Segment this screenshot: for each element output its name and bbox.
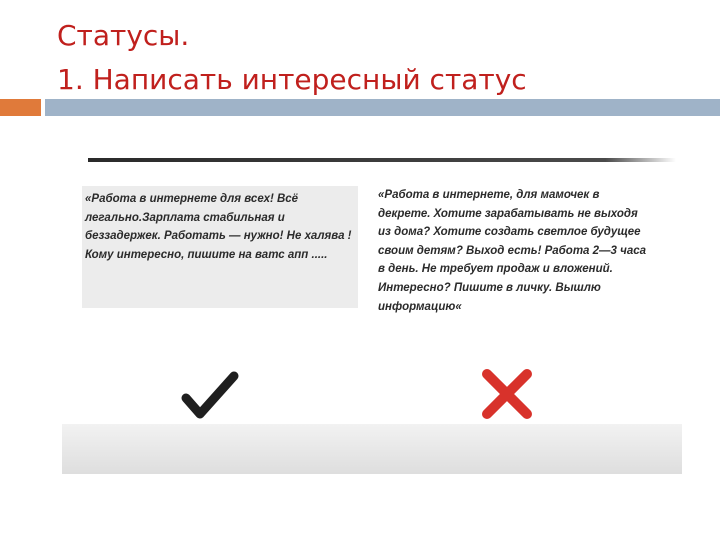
- check-mark-icon: [180, 370, 240, 422]
- panel-bottom-shade: [62, 424, 682, 474]
- title-line-1: Статусы.: [57, 19, 190, 52]
- good-status-text: «Работа в интернете для всех! Всё легально.Зарплата стабильная и беззадержек. Работать — нужно! Не халява ! Кому интересно, пишите на ватс апп .....: [85, 193, 352, 261]
- example-panel: [62, 138, 682, 474]
- bad-status-text: «Работа в интернете, для мамочек в декрете. Хотите зарабатывать не выходя из дома? Хотите создать светлое будущее своим детям? Выход есть! Работа 2—3 часа в день. Не требует продаж и вложений. Интересно? Пишите в личку. Вышлю информацию«: [378, 189, 647, 313]
- panel-top-rule: [88, 158, 676, 162]
- slide-title: [57, 14, 527, 102]
- title-rule: [45, 99, 720, 116]
- title-line-2: 1. Написать интересный статус: [57, 63, 527, 96]
- cross-mark-icon: [477, 364, 537, 424]
- accent-bar: [0, 99, 41, 116]
